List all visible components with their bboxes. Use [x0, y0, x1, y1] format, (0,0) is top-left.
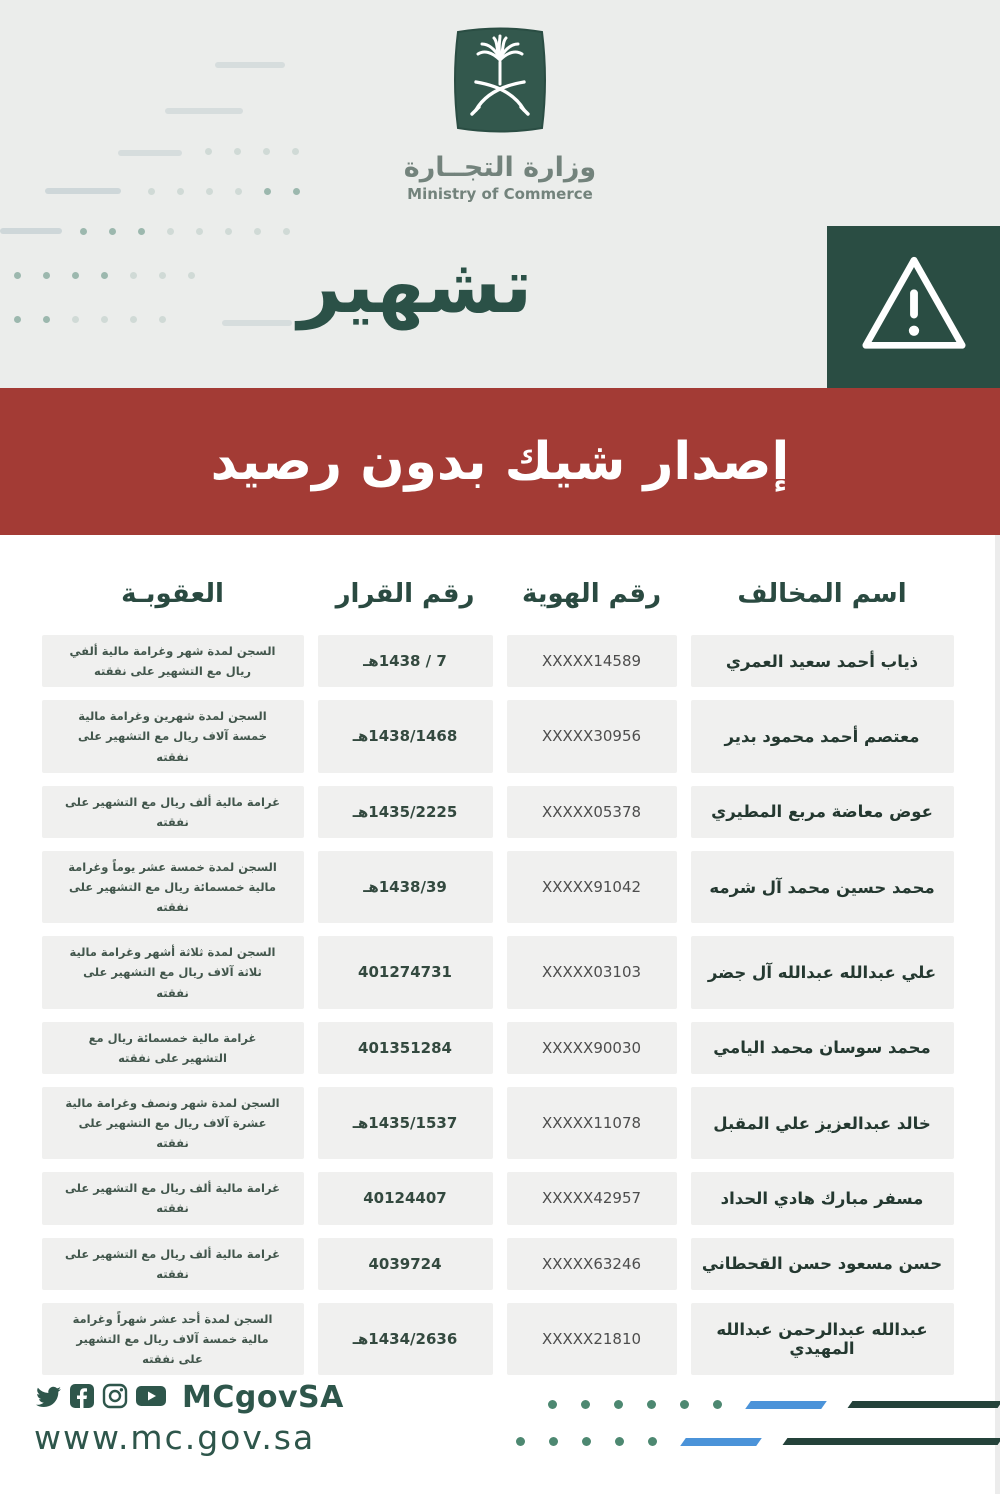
table-body	[0, 635, 1000, 1375]
page-title: تشهير	[297, 241, 533, 330]
table-row	[0, 700, 1000, 772]
violator-name-cell: حسن مسعود حسن القحطاني	[691, 1238, 954, 1290]
decision-number-cell: 7 / 1438هـ	[318, 635, 493, 687]
table-row	[0, 1022, 1000, 1074]
table-row	[0, 851, 1000, 923]
saudi-emblem-icon	[448, 24, 552, 144]
violation-title: إصدار شيك بدون رصيد	[210, 431, 790, 492]
facebook-icon	[69, 1383, 95, 1413]
penalty-cell: غرامة مالية ألف ريال مع التشهير على نفقته	[42, 786, 304, 838]
violator-name-cell: محمد حسين محمد آل شرمه	[691, 851, 954, 923]
penalty-cell: السجن لمدة ثلاثة أشهر وغرامة مالية ثلاثة آلاف ريال مع التشهير على نفقته	[42, 936, 304, 1008]
violation-banner	[0, 388, 1000, 535]
social-handle: MCgovSA	[182, 1380, 344, 1415]
table-row	[0, 786, 1000, 838]
column-header-id: رقم الهوية	[521, 579, 662, 609]
ministry-name-english: Ministry of Commerce	[407, 185, 593, 203]
table-row	[0, 1238, 1000, 1290]
decision-number-cell: 401274731	[318, 936, 493, 1008]
decision-number-cell: 1438/39هـ	[318, 851, 493, 923]
decor-row-top	[524, 1400, 1000, 1409]
penalty-cell: السجن لمدة شهر وغرامة مالية ألفي ريال مع التشهير على نفقته	[42, 635, 304, 687]
violator-name-cell: محمد سوسان محمد اليامي	[691, 1022, 954, 1074]
penalty-cell: السجن لمدة خمسة عشر يوماً وغرامة مالية خمسمائة ريال مع التشهير على نفقته	[42, 851, 304, 923]
decision-number-cell: 401351284	[318, 1022, 493, 1074]
table-row	[0, 936, 1000, 1008]
column-header-name: اسم المخالف	[737, 579, 907, 609]
penalty-cell: السجن لمدة شهرين وغرامة مالية خمسة آلاف ريال مع التشهير على نفقته	[42, 700, 304, 772]
table-row	[0, 1172, 1000, 1224]
website-url: www.mc.gov.sa	[34, 1418, 316, 1457]
id-number-cell: XXXXX05378	[507, 786, 677, 838]
social-media-row	[34, 1380, 344, 1415]
ministry-name-arabic: وزارة التجــارة	[403, 152, 597, 183]
page-edge-strip	[995, 535, 1000, 1494]
column-header-decision: رقم القرار	[335, 579, 475, 609]
youtube-icon	[135, 1384, 167, 1412]
decision-number-cell: 1435/2225هـ	[318, 786, 493, 838]
violator-name-cell: عبدالله عبدالرحمن عبدالله المهيدي	[691, 1303, 954, 1375]
table-row	[0, 1087, 1000, 1159]
decor-row-bottom	[492, 1437, 1000, 1446]
violator-name-cell: ذياب أحمد سعيد العمري	[691, 635, 954, 687]
id-number-cell: XXXXX90030	[507, 1022, 677, 1074]
decision-number-cell: 1435/1537هـ	[318, 1087, 493, 1159]
penalty-cell: غرامة مالية ألف ريال مع التشهير على نفقته	[42, 1238, 304, 1290]
column-header-penalty: العقوبـة	[121, 579, 224, 609]
ministry-logo	[0, 24, 1000, 203]
penalty-cell: غرامة مالية خمسمائة ريال مع التشهير على نفقته	[42, 1022, 304, 1074]
decision-number-cell: 4039724	[318, 1238, 493, 1290]
table-row	[0, 1303, 1000, 1375]
id-number-cell: XXXXX11078	[507, 1087, 677, 1159]
violator-name-cell: معتصم أحمد محمود بدير	[691, 700, 954, 772]
decision-number-cell: 1438/1468هـ	[318, 700, 493, 772]
twitter-icon	[34, 1382, 62, 1414]
violator-name-cell: خالد عبدالعزيز علي المقبل	[691, 1087, 954, 1159]
violations-table	[0, 535, 1000, 1388]
id-number-cell: XXXXX03103	[507, 936, 677, 1008]
warning-triangle-icon	[858, 251, 970, 363]
id-number-cell: XXXXX63246	[507, 1238, 677, 1290]
id-number-cell: XXXXX30956	[507, 700, 677, 772]
penalty-cell: السجن لمدة أحد عشر شهراً وغرامة مالية خمسة آلاف ريال مع التشهير على نفقته	[42, 1303, 304, 1375]
violator-name-cell: عوض معاضة مربع المطيري	[691, 786, 954, 838]
id-number-cell: XXXXX42957	[507, 1172, 677, 1224]
penalty-cell: السجن لمدة شهر ونصف وغرامة مالية عشرة آلاف ريال مع التشهير على نفقته	[42, 1087, 304, 1159]
decision-number-cell: 1434/2636هـ	[318, 1303, 493, 1375]
violator-name-cell: علي عبدالله عبدالله آل جضر	[691, 936, 954, 1008]
id-number-cell: XXXXX91042	[507, 851, 677, 923]
id-number-cell: XXXXX21810	[507, 1303, 677, 1375]
footer-section	[0, 1378, 1000, 1468]
violator-name-cell: مسفر مبارك هادي الحداد	[691, 1172, 954, 1224]
id-number-cell: XXXXX14589	[507, 635, 677, 687]
table-header-row	[0, 579, 1000, 635]
header-section	[0, 0, 1000, 388]
table-row	[0, 635, 1000, 687]
instagram-icon	[102, 1383, 128, 1413]
decision-number-cell: 40124407	[318, 1172, 493, 1224]
penalty-cell: غرامة مالية ألف ريال مع التشهير على نفقته	[42, 1172, 304, 1224]
footer-contact	[34, 1380, 344, 1457]
warning-box	[827, 226, 1000, 388]
